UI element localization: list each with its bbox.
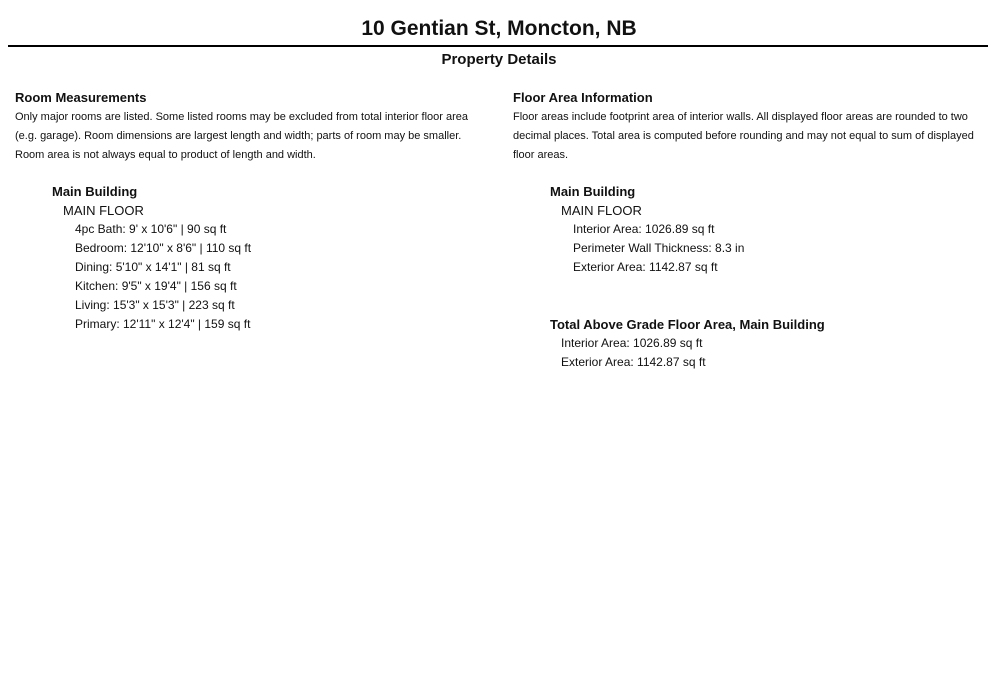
room-list [52,220,472,334]
page-subtitle: Property Details [441,51,557,68]
room-measurements-section [15,89,485,165]
room-item: Bedroom: 12'10" x 8'6" | 110 sq ft [75,241,252,255]
room-list-block [52,182,472,334]
room-item: Dining: 5'10" x 14'1" | 81 sq ft [75,260,231,274]
room-item: Kitchen: 9'5" x 19'4" | 156 sq ft [75,279,237,293]
total-floor-area-block [550,315,980,372]
floor-area-description: Floor areas include footprint area of interior walls. All displayed floor areas are rounded to two decimal places. Total area is computed before rounding and may not equal to sum of displayed floor areas. [513,111,974,161]
floor-area-detail: Perimeter Wall Thickness: 8.3 in [573,241,745,255]
floor-area-details [550,220,980,277]
total-floor-area-list [550,334,980,372]
room-item: Living: 15'3" x 15'3" | 223 sq ft [75,298,235,312]
room-measurements-heading: Room Measurements [15,90,147,105]
room-measurements-description: Only major rooms are listed. Some listed rooms may be excluded from total interior floor area (e.g. garage). Room dimensions are largest length and width; parts of room may be smaller. Room area is not always equal to product of length and width. [15,111,469,161]
total-floor-area-item: Exterior Area: 1142.87 sq ft [561,355,706,369]
title-divider [8,45,988,47]
room-item: 4pc Bath: 9' x 10'6" | 90 sq ft [75,222,227,236]
floor-area-block [550,182,980,277]
floor-area-detail: Exterior Area: 1142.87 sq ft [573,260,718,274]
page-title: 10 Gentian St, Moncton, NB [361,17,637,40]
room-item: Primary: 12'11" x 12'4" | 159 sq ft [75,317,251,331]
floor-area-building-name: Main Building [550,184,636,199]
total-floor-area-item: Interior Area: 1026.89 sq ft [561,336,703,350]
room-floor-name: MAIN FLOOR [63,203,144,218]
total-floor-area-heading: Total Above Grade Floor Area, Main Building [550,317,825,332]
floor-area-heading: Floor Area Information [513,90,653,105]
floor-area-floor-name: MAIN FLOOR [561,203,642,218]
floor-area-detail: Interior Area: 1026.89 sq ft [573,222,715,236]
room-building-name: Main Building [52,184,138,199]
floor-area-section [513,89,991,165]
